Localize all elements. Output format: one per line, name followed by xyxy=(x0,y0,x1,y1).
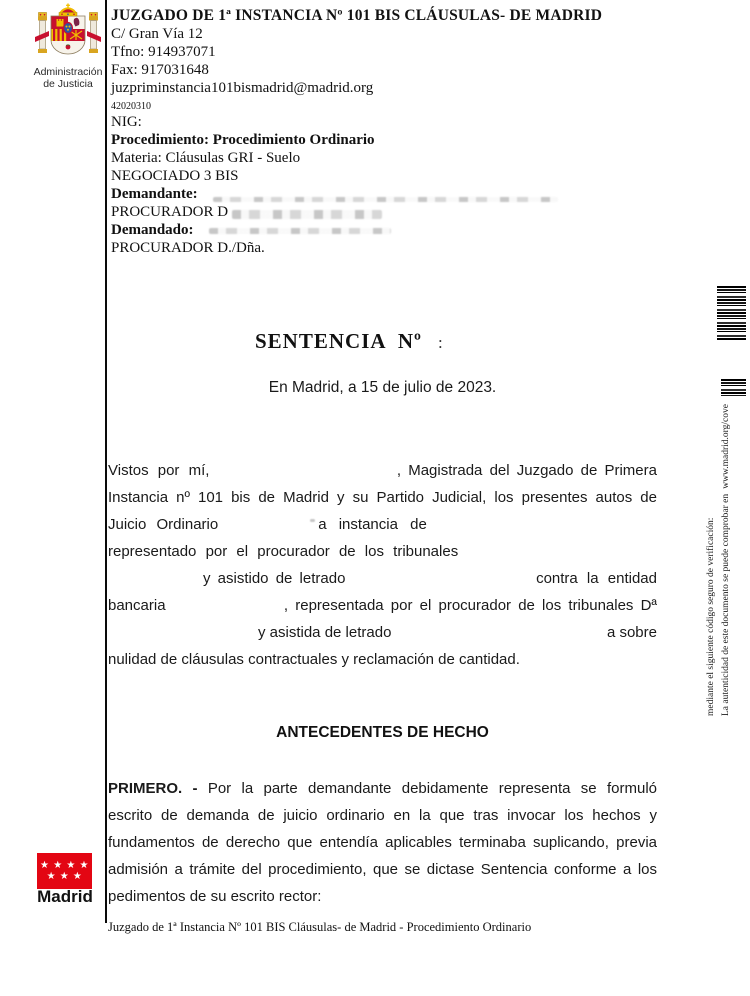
vistos-l6a: bancaria xyxy=(108,597,166,614)
redaction-mark xyxy=(209,228,391,234)
vistos-line-6 xyxy=(108,592,657,619)
primero-l1: Por la parte demandante debidamente representa se formuló xyxy=(207,780,657,797)
madrid-stars-row1: ★ ★ ★ ★ xyxy=(40,860,89,871)
vistos-line-7 xyxy=(108,619,657,646)
primero-paragraph xyxy=(108,775,657,910)
vistos-line-5 xyxy=(108,565,657,592)
vistos-line-4: representado por el procurador de los tribunales xyxy=(108,543,459,560)
vistos-l5a: y asistido de letrado xyxy=(203,570,346,587)
barcode-icon xyxy=(717,286,746,340)
madrid-flag-logo xyxy=(37,853,92,889)
primero-line-4: admisión a trámite del procedimiento, que se dictase Sentencia conforme a los xyxy=(108,861,657,878)
verification-text-line1 xyxy=(719,404,734,716)
procurador-demandado-line: PROCURADOR D./Dña. xyxy=(111,240,265,256)
sentencia-title xyxy=(255,329,443,354)
barcode-icon xyxy=(721,379,746,396)
admin-label-line1: Administración xyxy=(33,66,103,78)
verification-url: www.madrid.org/cove xyxy=(721,404,731,489)
primero-line-1 xyxy=(108,775,657,802)
sentencia-title-text: SENTENCIA Nº xyxy=(255,329,422,353)
demandante-label: Demandante: xyxy=(111,186,198,202)
nig-label: NIG: xyxy=(111,114,142,130)
court-email: juzpriminstancia101bismadrid@madrid.org xyxy=(111,80,374,96)
vistos-l3b: a instancia de xyxy=(318,516,427,533)
verification-text-line2: mediante el siguiente código seguro de verificación: xyxy=(706,517,716,716)
primero-line-3: fundamentos de derecho que entendía aplicables terminaba suplicando, previa xyxy=(108,834,657,851)
vistos-l1a: Vistos por mí, xyxy=(108,462,210,479)
antecedentes-heading: ANTECEDENTES DE HECHO xyxy=(276,724,489,741)
madrid-stars-row2: ★ ★ ★ xyxy=(46,871,83,882)
redaction-mark xyxy=(213,197,558,202)
vistos-l7b: a sobre xyxy=(606,624,657,641)
document-code: 42020310 xyxy=(111,101,151,112)
negociado-line: NEGOCIADO 3 BIS xyxy=(111,168,239,184)
vistos-l6b: , representada por el procurador de los tribunales Dª xyxy=(283,597,657,614)
verification-sentence: La autenticidad de este documento se puede comprobar en xyxy=(721,493,731,716)
court-fax: Fax: 917031648 xyxy=(111,62,209,78)
court-address: C/ Gran Vía 12 xyxy=(111,26,203,42)
vistos-l5b: contra la entidad xyxy=(536,570,657,587)
vistos-l2: Instancia nº 101 bis de Madrid y su Partido Judicial, los presentes autos de xyxy=(108,489,657,506)
sentencia-title-colon: : xyxy=(437,333,443,352)
vistos-line-8: nulidad de cláusulas contractuales y reclamación de cantidad. xyxy=(108,651,520,668)
vistos-l1b: , Magistrada del Juzgado de Primera xyxy=(396,462,657,479)
procurador-demandante-line: PROCURADOR D xyxy=(111,204,229,220)
vistos-line-3 xyxy=(108,511,657,538)
vistos-line-2 xyxy=(108,484,657,511)
document-header xyxy=(111,6,686,257)
court-phone: Tfno: 914937071 xyxy=(111,44,216,60)
vistos-line-1 xyxy=(108,457,657,484)
place-date-line: En Madrid, a 15 de julio de 2023. xyxy=(268,379,497,396)
demandado-label: Demandado: xyxy=(111,222,194,238)
court-title: JUZGADO DE 1ª INSTANCIA Nº 101 BIS CLÁUSULAS- DE MADRID xyxy=(111,7,603,24)
spain-coat-of-arms-icon xyxy=(33,3,103,72)
redaction-mark xyxy=(232,210,382,219)
madrid-logo-label: Madrid xyxy=(37,887,93,906)
primero-line-2: escrito de demanda de juicio ordinario en la que tras invocar los hechos y xyxy=(108,807,657,824)
left-margin-divider xyxy=(105,0,107,923)
materia-line: Materia: Cláusulas GRI - Suelo xyxy=(111,150,301,166)
vistos-paragraph xyxy=(108,457,657,673)
primero-line-5: pedimentos de su escrito rector: xyxy=(108,888,322,905)
admin-label-line2: de Justicia xyxy=(43,78,93,90)
vistos-l3a: Juicio Ordinario xyxy=(108,516,219,533)
vistos-l7a: y asistida de letrado xyxy=(258,624,392,641)
procedimiento-line: Procedimiento: Procedimiento Ordinario xyxy=(111,132,375,148)
page-footer: Juzgado de 1ª Instancia Nº 101 BIS Cláusulas- de Madrid - Procedimiento Ordinario xyxy=(108,920,532,934)
primero-label: PRIMERO. - xyxy=(108,780,198,797)
